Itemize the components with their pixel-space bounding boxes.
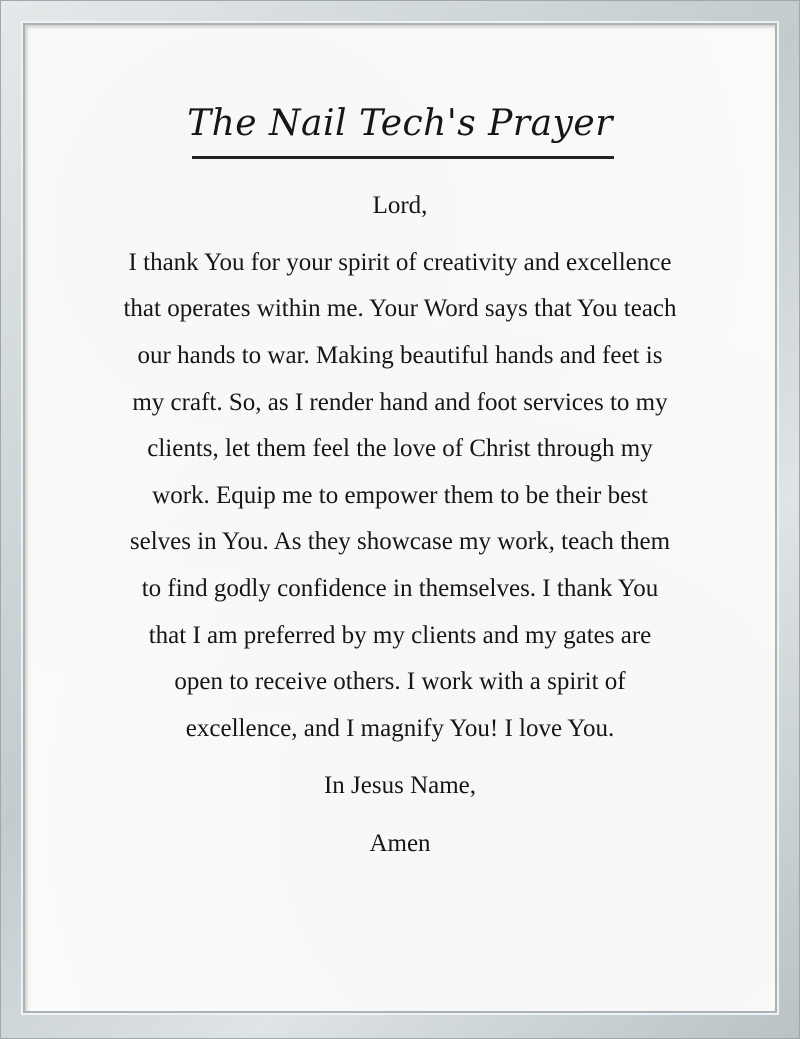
prayer-line: that I am preferred by my clients and my gates are xyxy=(148,622,652,649)
prayer-line: work. Equip me to empower them to be their best xyxy=(152,482,648,509)
prayer-amen: Amen xyxy=(369,830,431,857)
prayer-paper xyxy=(33,31,771,1011)
prayer-line: excellence, and I magnify You! I love You. xyxy=(185,715,615,742)
prayer-line: clients, let them feel the love of Christ through my xyxy=(147,435,653,462)
prayer-line: open to receive others. I work with a spirit of xyxy=(174,668,626,695)
prayer-line: to find godly confidence in themselves. I thank You xyxy=(141,575,659,602)
prayer-line: that operates within me. Your Word says that You teach xyxy=(123,295,677,322)
prayer-line: my craft. So, as I render hand and foot services to my xyxy=(132,389,668,416)
prayer-line: our hands to war. Making beautiful hands and feet is xyxy=(137,342,663,369)
prayer-salutation: Lord, xyxy=(372,192,428,219)
title-underline xyxy=(192,156,614,159)
prayer-closing: In Jesus Name, xyxy=(323,772,477,799)
prayer-line: I thank You for your spirit of creativity and excellence xyxy=(128,249,672,276)
prayer-line: selves in You. As they showcase my work, teach them xyxy=(129,528,671,555)
prayer-title: The Nail Tech's Prayer xyxy=(187,103,613,144)
